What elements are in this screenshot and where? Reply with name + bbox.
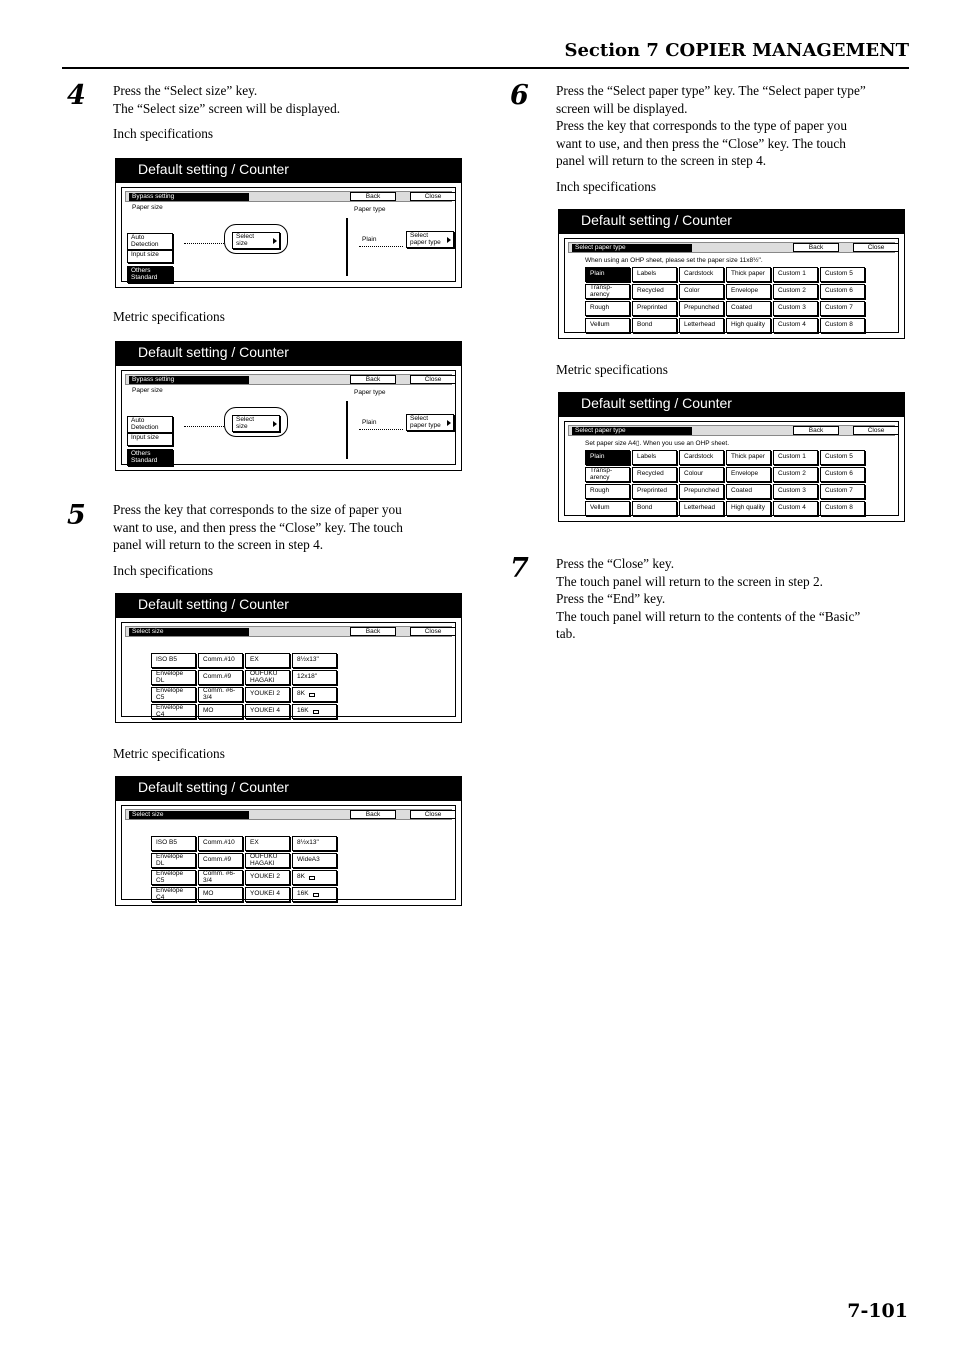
- grid-key-label: Plain: [590, 270, 605, 278]
- grid-key[interactable]: [245, 870, 290, 885]
- grid-key-label: Vellum: [590, 504, 610, 512]
- grid-key[interactable]: [773, 284, 818, 299]
- grid-key-label: High quality: [731, 321, 765, 329]
- grid-key-label: Custom 2: [778, 470, 806, 478]
- paper-orientation-icon: [313, 893, 319, 897]
- grid-key-label: Coated: [731, 304, 752, 312]
- grid-key[interactable]: [726, 450, 771, 465]
- grid-key-label: Custom 8: [825, 504, 853, 512]
- panel-size-grid-metric: [115, 776, 462, 906]
- grid-key-label: Custom 4: [778, 321, 806, 329]
- grid-key-label: Custom 6: [825, 287, 853, 295]
- section-header: Section 7 COPIER MANAGEMENT: [564, 40, 909, 61]
- status-label: Select paper type: [572, 427, 692, 435]
- grid-key-label: YOUKEI 4: [250, 707, 280, 715]
- panel-title: Default setting / Counter: [116, 594, 461, 618]
- step-text: Press the “Close” key. The touch panel will return to the screen in step 2. Press the “End” key. The touch panel will return to the contents of the “Basic” tab.: [556, 556, 861, 641]
- grid-key[interactable]: [632, 267, 677, 282]
- grid-key[interactable]: [245, 887, 290, 902]
- grid-key-label: Comm.#9: [203, 673, 232, 681]
- panel-size-grid-inch: [115, 593, 462, 723]
- grid-key-label: Recycled: [637, 470, 664, 478]
- grid-key[interactable]: [151, 653, 196, 668]
- grid-key[interactable]: [585, 318, 630, 333]
- back-button[interactable]: Back: [350, 627, 396, 636]
- grid-key[interactable]: [820, 267, 865, 282]
- select-paper-type-button[interactable]: Select paper type: [406, 414, 454, 431]
- panel-paper-type-inch: [558, 209, 905, 339]
- close-button[interactable]: Close: [410, 375, 456, 384]
- select-size-button[interactable]: Select size: [232, 232, 280, 249]
- status-label: Bypass setting: [129, 376, 249, 384]
- grid-key[interactable]: [820, 284, 865, 299]
- grid-key[interactable]: [773, 267, 818, 282]
- grid-key[interactable]: [773, 450, 818, 465]
- grid-key-label: ISO B5: [156, 839, 177, 847]
- grid-key[interactable]: [820, 484, 865, 499]
- ohp-note: When using an OHP sheet, please set the paper size 11x8½".: [585, 257, 763, 264]
- header-rule: [62, 67, 909, 69]
- grid-key-label: Custom 8: [825, 321, 853, 329]
- grid-key-label: Comm. #6-3/4: [203, 687, 236, 701]
- step-text: Press the key that corresponds to the size of paper you want to use, and then press the “Close” key. The touch panel will return to the screen in step 4.: [113, 502, 403, 552]
- grid-key[interactable]: [820, 501, 865, 516]
- step-number: 4: [67, 80, 86, 111]
- panel-title: Default setting / Counter: [116, 159, 461, 183]
- select-size-button[interactable]: Select size: [232, 415, 280, 432]
- grid-key-label: OUFUKU HAGAKI: [250, 853, 278, 867]
- grid-key-label: OUFUKU HAGAKI: [250, 670, 278, 684]
- grid-key-label: Preprinted: [637, 304, 667, 312]
- grid-key-label: High quality: [731, 504, 765, 512]
- grid-key[interactable]: [198, 704, 243, 719]
- grid-key-label: Bond: [637, 504, 653, 512]
- grid-key[interactable]: [151, 853, 196, 868]
- grid-key[interactable]: [632, 284, 677, 299]
- back-button[interactable]: Back: [350, 375, 396, 384]
- grid-key-label: MO: [203, 890, 214, 898]
- grid-key[interactable]: [773, 301, 818, 316]
- grid-key-label: Vellum: [590, 321, 610, 329]
- grid-key[interactable]: [726, 484, 771, 499]
- grid-key[interactable]: [245, 704, 290, 719]
- grid-key-label: Transp- arency: [590, 284, 613, 298]
- grid-key-label: YOUKEI 2: [250, 873, 280, 881]
- grid-key-label: Rough: [590, 487, 610, 495]
- step-text: Press the “Select paper type” key. The “Select paper type” screen will be displayed. Press the key that corresponds to the type of paper you want to use, and then press the “Close” key. The touch panel will return to the screen in step 4.: [556, 83, 866, 168]
- panel-select-size-screen-metric: [115, 341, 462, 471]
- grid-key[interactable]: [151, 836, 196, 851]
- grid-key-label: Custom 1: [778, 270, 806, 278]
- auto-detection-button[interactable]: Auto Detection: [127, 416, 173, 433]
- grid-key[interactable]: [292, 887, 337, 902]
- auto-detection-button[interactable]: Auto Detection: [127, 233, 173, 250]
- grid-key-label: Cardstock: [684, 453, 714, 461]
- grid-key-label: Custom 7: [825, 304, 853, 312]
- grid-key-label: Rough: [590, 304, 610, 312]
- plain-label: Plain: [362, 419, 377, 426]
- grid-key-label: Preprinted: [637, 487, 667, 495]
- grid-key[interactable]: [292, 704, 337, 719]
- paper-orientation-icon: [309, 693, 315, 697]
- metric-label: Metric specifications: [113, 746, 225, 761]
- grid-key[interactable]: [151, 870, 196, 885]
- metric-label: Metric specifications: [556, 362, 668, 377]
- status-label: Select size: [129, 811, 249, 819]
- grid-key[interactable]: [585, 301, 630, 316]
- grid-key[interactable]: [585, 284, 630, 299]
- back-button[interactable]: Back: [350, 810, 396, 819]
- grid-key-label: YOUKEI 2: [250, 690, 280, 698]
- grid-key[interactable]: [679, 484, 724, 499]
- grid-key[interactable]: [198, 670, 243, 685]
- grid-key[interactable]: [679, 318, 724, 333]
- grid-key-label: Thick paper: [731, 453, 765, 461]
- grid-key[interactable]: [292, 653, 337, 668]
- grid-key-label: YOUKEI 4: [250, 890, 280, 898]
- grid-key[interactable]: [198, 853, 243, 868]
- grid-key[interactable]: [198, 836, 243, 851]
- back-button[interactable]: Back: [350, 192, 396, 201]
- grid-key[interactable]: [820, 450, 865, 465]
- metric-label: Metric specifications: [113, 309, 225, 324]
- grid-key-label: Bond: [637, 321, 653, 329]
- grid-key-label: Envelope C5: [156, 870, 184, 884]
- paper-orientation-icon: [313, 710, 319, 714]
- grid-key[interactable]: [245, 653, 290, 668]
- grid-key[interactable]: [245, 687, 290, 702]
- ohp-note: Set paper size A4▯. When you use an OHP sheet.: [585, 440, 730, 447]
- grid-key-label: MO: [203, 707, 214, 715]
- close-button[interactable]: Close: [853, 426, 899, 435]
- grid-key[interactable]: [726, 267, 771, 282]
- grid-key[interactable]: [245, 670, 290, 685]
- grid-key[interactable]: [292, 870, 337, 885]
- grid-key-label: Envelope: [731, 287, 759, 295]
- back-button[interactable]: Back: [793, 426, 839, 435]
- inch-label: Inch specifications: [113, 126, 214, 141]
- grid-key-label: ISO B5: [156, 656, 177, 664]
- back-button[interactable]: Back: [793, 243, 839, 252]
- grid-key-label: Comm.#10: [203, 656, 235, 664]
- grid-key[interactable]: [151, 704, 196, 719]
- grid-key[interactable]: [726, 284, 771, 299]
- paper-type-label: Paper type: [354, 206, 386, 213]
- grid-key[interactable]: [773, 501, 818, 516]
- close-button[interactable]: Close: [410, 192, 456, 201]
- grid-key[interactable]: [726, 318, 771, 333]
- others-standard-button[interactable]: Others Standard: [127, 266, 173, 283]
- grid-key-label: 12x18": [297, 673, 318, 681]
- grid-key-label: 16K: [297, 890, 309, 898]
- grid-key[interactable]: [292, 836, 337, 851]
- input-size-button[interactable]: Input size: [127, 250, 173, 263]
- status-label: Select size: [129, 628, 249, 636]
- grid-key-label: Recycled: [637, 287, 664, 295]
- panel-select-size-screen-inch: [115, 158, 462, 288]
- grid-key-label: Labels: [637, 270, 657, 278]
- grid-key-label: Envelope C4: [156, 887, 184, 901]
- grid-key-label: Cardstock: [684, 270, 714, 278]
- paper-type-label: Paper type: [354, 389, 386, 396]
- grid-key[interactable]: [679, 301, 724, 316]
- grid-key[interactable]: [198, 653, 243, 668]
- grid-key-label: Letterhead: [684, 504, 716, 512]
- grid-key-label: Plain: [590, 453, 605, 461]
- grid-key[interactable]: [198, 870, 243, 885]
- status-label: Bypass setting: [129, 193, 249, 201]
- grid-key[interactable]: [820, 301, 865, 316]
- close-button[interactable]: Close: [853, 243, 899, 252]
- grid-key[interactable]: [726, 301, 771, 316]
- grid-key-label: 16K: [297, 707, 309, 715]
- grid-key[interactable]: [820, 318, 865, 333]
- grid-key-label: Custom 7: [825, 487, 853, 495]
- grid-key-label: 8½x13": [297, 656, 319, 664]
- grid-key-label: Comm.#9: [203, 856, 232, 864]
- grid-key-label: Custom 5: [825, 270, 853, 278]
- grid-key-label: Custom 3: [778, 487, 806, 495]
- grid-key[interactable]: [151, 887, 196, 902]
- grid-key-label: Transp- arency: [590, 467, 613, 481]
- grid-key[interactable]: [632, 318, 677, 333]
- grid-key-label: Color: [684, 287, 700, 295]
- status-label: Select paper type: [572, 244, 692, 252]
- step-number: 6: [510, 80, 529, 111]
- grid-key[interactable]: [585, 267, 630, 282]
- grid-key[interactable]: [632, 467, 677, 482]
- grid-key-label: Envelope C5: [156, 687, 184, 701]
- page-number: 7-101: [847, 1300, 908, 1322]
- inch-label: Inch specifications: [113, 563, 214, 578]
- grid-key[interactable]: [679, 501, 724, 516]
- step-number: 7: [510, 553, 529, 584]
- grid-key[interactable]: [726, 501, 771, 516]
- grid-key[interactable]: [292, 670, 337, 685]
- grid-key[interactable]: [773, 484, 818, 499]
- panel-title: Default setting / Counter: [559, 393, 904, 417]
- grid-key[interactable]: [198, 887, 243, 902]
- grid-key-label: Envelope C4: [156, 704, 184, 718]
- close-button[interactable]: Close: [410, 810, 456, 819]
- grid-key-label: Custom 4: [778, 504, 806, 512]
- grid-key-label: Custom 5: [825, 453, 853, 461]
- input-size-button[interactable]: Input size: [127, 433, 173, 446]
- grid-key[interactable]: [679, 284, 724, 299]
- grid-key[interactable]: [292, 687, 337, 702]
- grid-key[interactable]: [151, 687, 196, 702]
- inch-label: Inch specifications: [556, 179, 657, 194]
- grid-key[interactable]: [726, 467, 771, 482]
- grid-key-label: Prepunched: [684, 487, 720, 495]
- grid-key-label: Custom 2: [778, 287, 806, 295]
- grid-key-label: EX: [250, 656, 259, 664]
- panel-title: Default setting / Counter: [559, 210, 904, 234]
- grid-key[interactable]: [632, 301, 677, 316]
- grid-key-label: Custom 6: [825, 470, 853, 478]
- grid-key-label: Comm. #6-3/4: [203, 870, 236, 884]
- grid-key[interactable]: [245, 853, 290, 868]
- step-text: Press the “Select size” key. The “Select size” screen will be displayed.: [113, 83, 341, 116]
- grid-key-label: 8K: [297, 690, 305, 698]
- grid-key-label: Coated: [731, 487, 752, 495]
- panel-title: Default setting / Counter: [116, 342, 461, 366]
- grid-key-label: Letterhead: [684, 321, 716, 329]
- grid-key-label: Colour: [684, 470, 704, 478]
- grid-key-label: Envelope: [731, 470, 759, 478]
- panel-title: Default setting / Counter: [116, 777, 461, 801]
- select-paper-type-button[interactable]: Select paper type: [406, 231, 454, 248]
- grid-key[interactable]: [151, 670, 196, 685]
- grid-key-label: Envelope DL: [156, 853, 184, 867]
- grid-key[interactable]: [585, 484, 630, 499]
- grid-key-label: Envelope DL: [156, 670, 184, 684]
- panel-paper-type-metric: [558, 392, 905, 522]
- grid-key[interactable]: [245, 836, 290, 851]
- grid-key[interactable]: [679, 450, 724, 465]
- grid-key-label: Labels: [637, 453, 657, 461]
- grid-key[interactable]: [679, 267, 724, 282]
- grid-key[interactable]: [585, 501, 630, 516]
- grid-key[interactable]: [292, 853, 337, 868]
- grid-key[interactable]: [632, 450, 677, 465]
- grid-key[interactable]: [632, 484, 677, 499]
- others-standard-button[interactable]: Others Standard: [127, 449, 173, 466]
- grid-key[interactable]: [632, 501, 677, 516]
- grid-key-label: Comm.#10: [203, 839, 235, 847]
- grid-key[interactable]: [679, 467, 724, 482]
- step-number: 5: [67, 500, 86, 531]
- grid-key-label: Prepunched: [684, 304, 720, 312]
- grid-key-label: WideA3: [297, 856, 320, 864]
- grid-key-label: Thick paper: [731, 270, 765, 278]
- grid-key-label: 8½x13": [297, 839, 319, 847]
- grid-key[interactable]: [198, 687, 243, 702]
- grid-key[interactable]: [585, 467, 630, 482]
- plain-label: Plain: [362, 236, 377, 243]
- grid-key[interactable]: [773, 467, 818, 482]
- paper-size-label: Paper size: [132, 204, 163, 211]
- grid-key-label: EX: [250, 839, 259, 847]
- paper-size-label: Paper size: [132, 387, 163, 394]
- grid-key[interactable]: [773, 318, 818, 333]
- grid-key-label: 8K: [297, 873, 305, 881]
- close-button[interactable]: Close: [410, 627, 456, 636]
- grid-key[interactable]: [585, 450, 630, 465]
- paper-orientation-icon: [309, 876, 315, 880]
- grid-key[interactable]: [820, 467, 865, 482]
- grid-key-label: Custom 1: [778, 453, 806, 461]
- grid-key-label: Custom 3: [778, 304, 806, 312]
